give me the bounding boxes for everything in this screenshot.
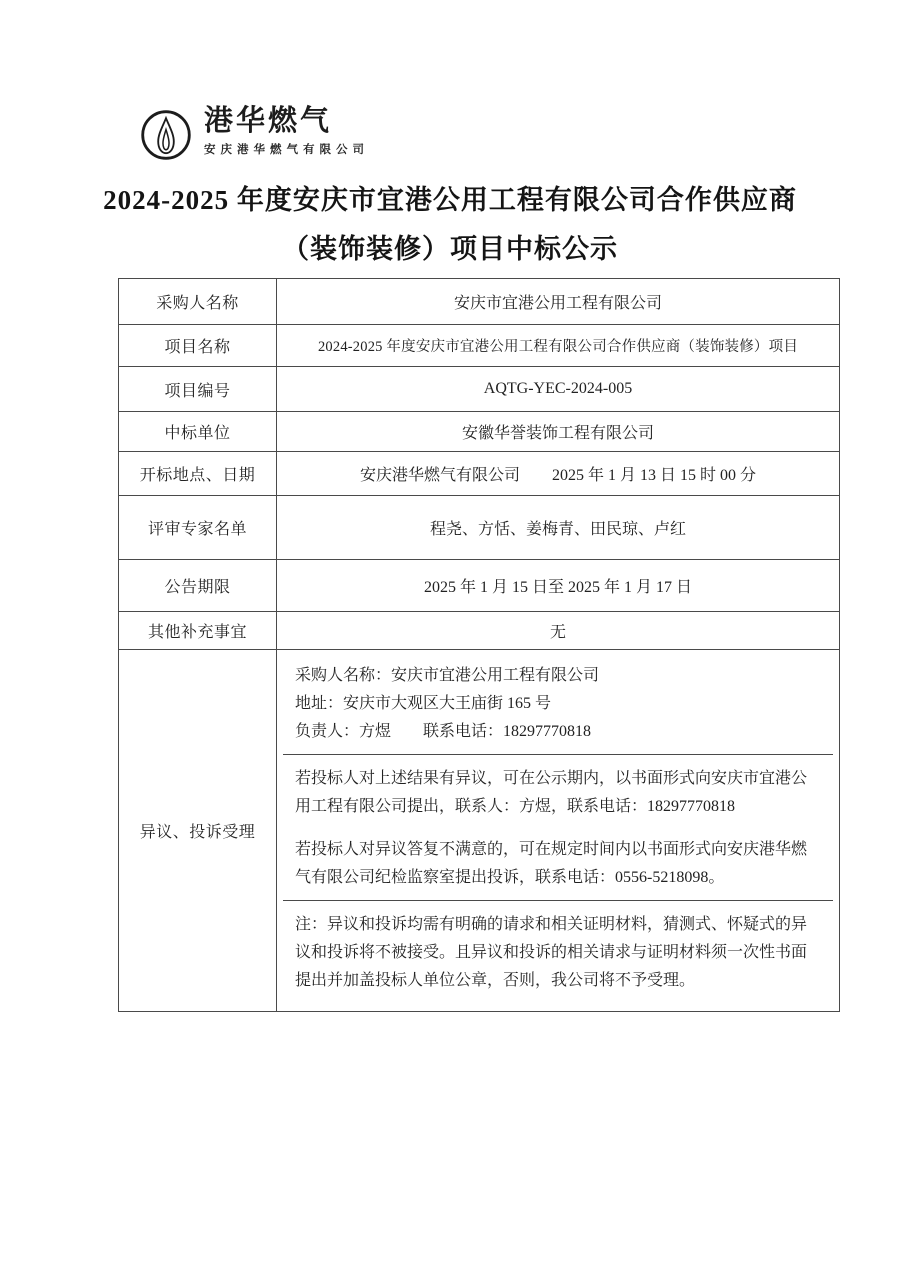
objection-paragraph-1: 若投标人对上述结果有异议，可在公示期内，以书面形式向安庆市宜港公用工程有限公司提出，联系人：方煜，联系电话：18297770818 xyxy=(295,770,808,815)
row-label: 采购人名称 xyxy=(119,279,277,325)
responsible-person-line: 负责人：方煜 联系电话：18297770818 xyxy=(295,723,592,740)
table-row xyxy=(119,367,840,412)
page-title xyxy=(0,176,900,274)
objection-note-section: 注：异议和投诉均需有明确的请求和相关证明材料，猜测式、怀疑式的异议和投诉将不被接受。且异议和投诉的相关请求与证明材料须一次性书面提出并加盖投标人单位公章，否则，我公司将不予受理。 xyxy=(295,916,808,989)
table-row xyxy=(119,412,840,452)
page-title-line1: 2024-2025 年度安庆市宜港公用工程有限公司合作供应商 xyxy=(103,185,797,215)
table-row xyxy=(119,612,840,650)
objection-sections xyxy=(283,652,833,1009)
table-row xyxy=(119,279,840,325)
row-label: 中标单位 xyxy=(119,412,277,452)
row-value: 2025 年 1 月 15 日至 2025 年 1 月 17 日 xyxy=(277,560,840,612)
objection-contact-section xyxy=(283,652,833,755)
announcement-table xyxy=(118,278,840,1012)
row-value: 程尧、方恬、姜梅青、田民琼、卢红 xyxy=(277,496,840,560)
row-value: 安徽华誉装饰工程有限公司 xyxy=(277,412,840,452)
logo-company-subtitle: 安庆港华燃气有限公司 xyxy=(204,144,369,156)
row-label: 开标地点、日期 xyxy=(119,452,277,496)
table-row xyxy=(119,560,840,612)
table-row xyxy=(119,496,840,560)
row-label: 项目编号 xyxy=(119,367,277,412)
table-row xyxy=(119,452,840,496)
row-value: 安庆港华燃气有限公司 2025 年 1 月 13 日 15 时 00 分 xyxy=(277,452,840,496)
page-title-line2: （装饰装修）项目中标公示 xyxy=(282,234,618,264)
logo-brand-name: 港华燃气 xyxy=(204,105,333,137)
row-value: 2024-2025 年度安庆市宜港公用工程有限公司合作供应商（装饰装修）项目 xyxy=(277,325,840,367)
objection-procedure-section xyxy=(283,755,833,901)
logo-text xyxy=(204,105,369,157)
objection-paragraph-2: 若投标人对异议答复不满意的，可在规定时间内以书面形式向安庆港华燃气有限公司纪检监察室提出投诉，联系电话：0556-5218098。 xyxy=(295,841,808,886)
address-line: 地址：安庆市大观区大王庙街 165 号 xyxy=(295,695,552,712)
purchaser-name-line: 采购人名称：安庆市宜港公用工程有限公司 xyxy=(295,667,600,684)
row-value: AQTG-YEC-2024-005 xyxy=(277,367,840,412)
row-value: 无 xyxy=(277,612,840,650)
row-value: 安庆市宜港公用工程有限公司 xyxy=(277,279,840,325)
row-label: 评审专家名单 xyxy=(119,496,277,560)
company-logo xyxy=(140,105,369,161)
table-row xyxy=(119,325,840,367)
table-row-objection xyxy=(119,650,840,1012)
row-label: 公告期限 xyxy=(119,560,277,612)
row-label: 异议、投诉受理 xyxy=(119,650,277,1012)
row-label: 其他补充事宜 xyxy=(119,612,277,650)
flame-in-circle-icon xyxy=(140,109,192,161)
row-label: 项目名称 xyxy=(119,325,277,367)
objection-cell xyxy=(277,650,840,1012)
